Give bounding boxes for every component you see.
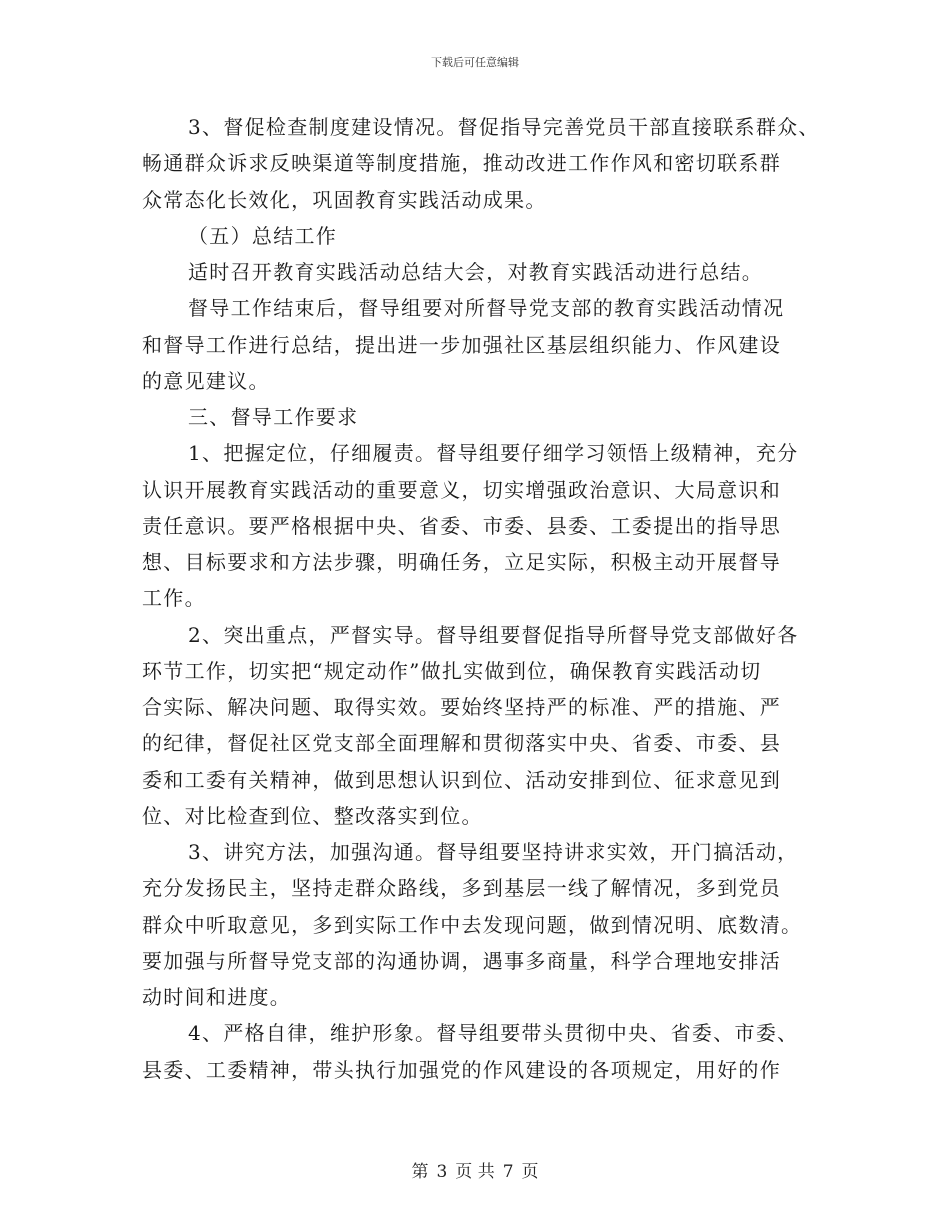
footer-prefix: 第 xyxy=(411,1162,429,1182)
text-line: 4、严格自律，维护形象。督导组要带头贯彻中央、省委、市委、 xyxy=(188,1021,799,1045)
text-line: 3、讲究方法，加强沟通。督导组要坚持讲求实效，开门搞活动， xyxy=(188,840,799,864)
text-line: 三、督导工作要求 xyxy=(188,405,359,429)
text-line: 的纪律，督促社区党支部全面理解和贯彻落实中央、省委、市委、县 xyxy=(142,731,781,755)
text-line: 环节工作，切实把“规定动作”做扎实做到位，确保教育实践活动切 xyxy=(142,659,762,683)
text-line: 3、督促检查制度建设情况。督促指导完善党员干部直接联系群众、 xyxy=(188,115,820,139)
footer-total-pages: 7 xyxy=(502,1162,514,1182)
text-line: 位、对比检查到位、整改落实到位。 xyxy=(142,804,483,828)
text-line: 1、把握定位，仔细履责。督导组要仔细学习领悟上级精神，充分 xyxy=(188,441,799,465)
text-line: 认识开展教育实践活动的重要意义，切实增强政治意识、大局意识和 xyxy=(142,478,781,502)
text-line: 责任意识。要严格根据中央、省委、市委、县委、工委提出的指导思 xyxy=(142,514,781,538)
text-line: （五）总结工作 xyxy=(188,224,338,248)
text-line: 适时召开教育实践活动总结大会，对教育实践活动进行总结。 xyxy=(188,260,764,284)
text-line: 的意见建议。 xyxy=(142,369,270,393)
text-line: 众常态化长效化，巩固教育实践活动成果。 xyxy=(142,188,547,212)
page-footer xyxy=(0,1157,950,1182)
text-line: 督导工作结束后，督导组要对所督导党支部的教育实践活动情况 xyxy=(188,296,785,320)
page-header: 下载后可任意编辑 xyxy=(431,56,519,69)
text-line: 工作。 xyxy=(142,586,206,610)
footer-page-number: 3 xyxy=(436,1162,448,1182)
text-line: 畅通群众诉求反映渠道等制度措施，推动改进工作作风和密切联系群 xyxy=(142,151,781,175)
footer-mid: 页 共 xyxy=(455,1162,495,1182)
text-line: 要加强与所督导党支部的沟通协调，遇事多商量，科学合理地安排活 xyxy=(142,949,781,973)
text-line: 2、突出重点，严督实导。督导组要督促指导所督导党支部做好各 xyxy=(188,623,799,647)
footer-suffix: 页 xyxy=(521,1162,539,1182)
text-line: 动时间和进度。 xyxy=(142,985,292,1009)
text-line: 合实际、解决问题、取得实效。要始终坚持严的标准、严的措施、严 xyxy=(142,695,781,719)
text-line: 委和工委有关精神，做到思想认识到位、活动安排到位、征求意见到 xyxy=(142,768,781,792)
text-line: 想、目标要求和方法步骤，明确任务，立足实际，积极主动开展督导 xyxy=(142,550,781,574)
text-line: 县委、工委精神，带头执行加强党的作风建设的各项规定，用好的作 xyxy=(142,1058,781,1082)
text-line: 充分发扬民主，坚持走群众路线，多到基层一线了解情况，多到党员 xyxy=(142,876,781,900)
text-line: 群众中听取意见，多到实际工作中去发现问题，做到情况明、底数清。 xyxy=(142,913,803,937)
text-line: 和督导工作进行总结，提出进一步加强社区基层组织能力、作风建设 xyxy=(142,333,781,357)
